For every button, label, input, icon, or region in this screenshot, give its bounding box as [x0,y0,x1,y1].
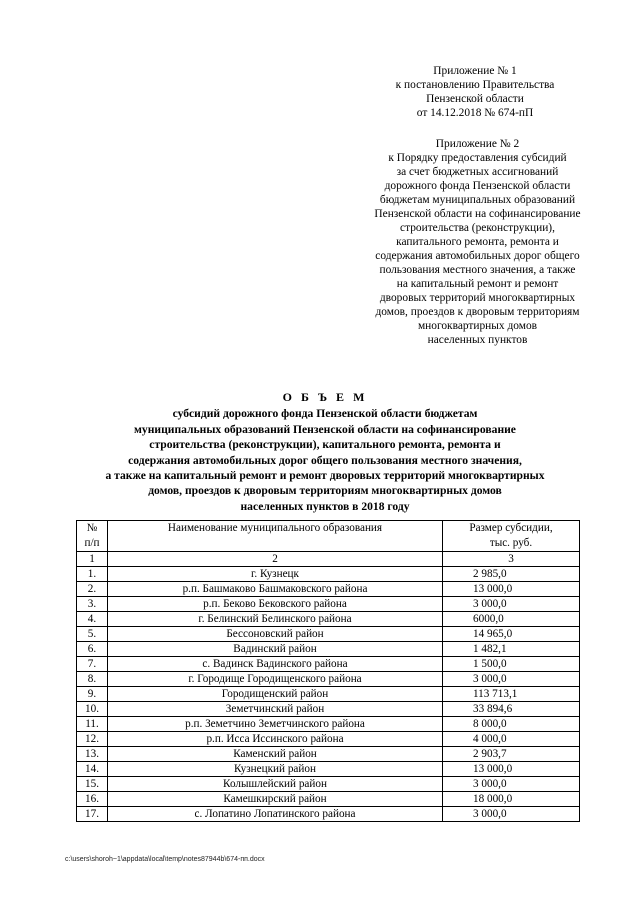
municipality-name: г. Городище Городищенского района [108,672,443,687]
appendix-2-line: за счет бюджетных ассигнований [396,166,559,178]
title-line: муниципальных образований Пензенской области на софинансирование [134,422,516,436]
municipality-name: г. Белинский Белинского района [108,612,443,627]
municipality-name: г. Кузнецк [108,567,443,582]
row-number: 5. [77,627,108,642]
row-number: 4. [77,612,108,627]
subsidy-value: 113 713,1 [443,687,580,702]
municipality-name: р.п. Земетчино Земетчинского района [108,717,443,732]
municipality-name: Городищенский район [108,687,443,702]
row-number: 10. [77,702,108,717]
index-cell: 3 [443,552,580,567]
subsidy-value: 2 903,7 [443,747,580,762]
subsidy-value: 3 000,0 [443,777,580,792]
subsidy-table [76,520,580,822]
appendix-2-line: населенных пунктов [427,334,528,346]
municipality-name: Бессоновский район [108,627,443,642]
table-row [77,672,580,687]
table-row [77,612,580,627]
row-number: 16. [77,792,108,807]
appendix-2-block [345,137,610,347]
municipality-name: Колышлейский район [108,777,443,792]
header-value-line1: Размер субсидии, [469,522,553,534]
header-value-line2: тыс. руб. [489,536,533,549]
row-number: 11. [77,717,108,732]
subsidy-value: 33 894,6 [443,702,580,717]
row-number: 1. [77,567,108,582]
subsidy-value: 3 000,0 [443,597,580,612]
appendix-2-line: домов, проездов к дворовым территориям [375,306,580,318]
table-row [77,717,580,732]
appendix-2-line: дворовых территорий многоквартирных [379,292,576,304]
municipality-name: Камешкирский район [108,792,443,807]
appendix-2-line: строительства (реконструкции), [400,222,555,234]
row-number: 14. [77,762,108,777]
municipality-name: с. Лопатино Лопатинского района [108,807,443,822]
row-number: 12. [77,732,108,747]
title-line: а также на капитальный ремонт и ремонт дворовых территорий многоквартирных [105,469,545,483]
row-number: 7. [77,657,108,672]
subsidy-value: 3 000,0 [443,672,580,687]
appendix-2-line: капитального ремонта, ремонта и [396,236,559,248]
subsidy-value: 1 500,0 [443,657,580,672]
subsidy-value: 18 000,0 [443,792,580,807]
table-row [77,762,580,777]
table-row [77,747,580,762]
appendix-2-line: Пензенской области на софинансирование [374,208,581,220]
header-num [77,521,108,552]
table-row [77,627,580,642]
title-heading: О Б Ъ Е М [282,390,368,404]
row-number: 6. [77,642,108,657]
footer-file-path: c:\users\shoroh~1\appdata\local\temp\notes87944b\674-пп.docx [65,856,265,863]
subsidy-value: 2 985,0 [443,567,580,582]
table-row [77,582,580,597]
appendix-2-line: пользования местного значения, а также [379,264,576,276]
appendix-2-line: содержания автомобильных дорог общего [375,250,580,262]
row-number: 13. [77,747,108,762]
table-row [77,687,580,702]
subsidy-value: 8 000,0 [443,717,580,732]
appendix-2-line: бюджетам муниципальных образований [379,194,576,206]
appendix-2-line: Приложение № 2 [435,138,520,150]
municipality-name: Вадинский район [108,642,443,657]
appendix-2-line: на капитальный ремонт и ремонт [396,278,559,290]
subsidy-value: 3 000,0 [443,807,580,822]
appendix-1-line: к постановлению Правительства [395,79,555,91]
row-number: 2. [77,582,108,597]
appendix-2-line: многоквартирных домов [417,320,538,332]
subsidy-value: 1 482,1 [443,642,580,657]
municipality-name: Земетчинский район [108,702,443,717]
title-line: населенных пунктов в 2018 году [240,499,410,513]
index-cell: 2 [108,552,443,567]
municipality-name: Каменский район [108,747,443,762]
table-row [77,732,580,747]
document-title [60,390,590,514]
appendix-2-line: дорожного фонда Пензенской области [384,180,571,192]
row-number: 9. [77,687,108,702]
table-row [77,792,580,807]
row-number: 17. [77,807,108,822]
row-number: 15. [77,777,108,792]
table-row [77,657,580,672]
header-value [443,521,580,552]
index-cell: 1 [77,552,108,567]
municipality-name: р.п. Башмаково Башмаковского района [108,582,443,597]
appendix-1-block [370,64,580,120]
table-row [77,807,580,822]
header-num-line2: п/п [84,536,100,549]
title-line: домов, проездов к дворовым территориям многоквартирных домов [148,484,502,498]
appendix-1-line: Приложение № 1 [433,65,517,77]
table-row [77,567,580,582]
municipality-name: Кузнецкий район [108,762,443,777]
subsidy-value: 13 000,0 [443,582,580,597]
header-num-line1: № [86,522,98,534]
title-line: содержания автомобильных дорог общего пользования местного значения, [128,453,522,467]
appendix-2-line: к Порядку предоставления субсидий [388,152,567,164]
table-row [77,702,580,717]
appendix-1-line: от 14.12.2018 № 674-пП [416,107,534,119]
municipality-name: р.п. Исса Иссинского района [108,732,443,747]
municipality-name: р.п. Беково Бековского района [108,597,443,612]
subsidy-value: 13 000,0 [443,762,580,777]
title-line: субсидий дорожного фонда Пензенской области бюджетам [172,407,478,421]
table-row [77,642,580,657]
subsidy-value: 6000,0 [443,612,580,627]
table-row [77,597,580,612]
title-line: строительства (реконструкции), капитального ремонта, ремонта и [149,438,501,452]
subsidy-value: 4 000,0 [443,732,580,747]
row-number: 3. [77,597,108,612]
header-name: Наименование муниципального образования [108,521,443,552]
subsidy-value: 14 965,0 [443,627,580,642]
table-header-row [77,521,580,552]
municipality-name: с. Вадинск Вадинского района [108,657,443,672]
table-row [77,777,580,792]
table-index-row [77,552,580,567]
appendix-1-line: Пензенской области [426,93,524,105]
row-number: 8. [77,672,108,687]
